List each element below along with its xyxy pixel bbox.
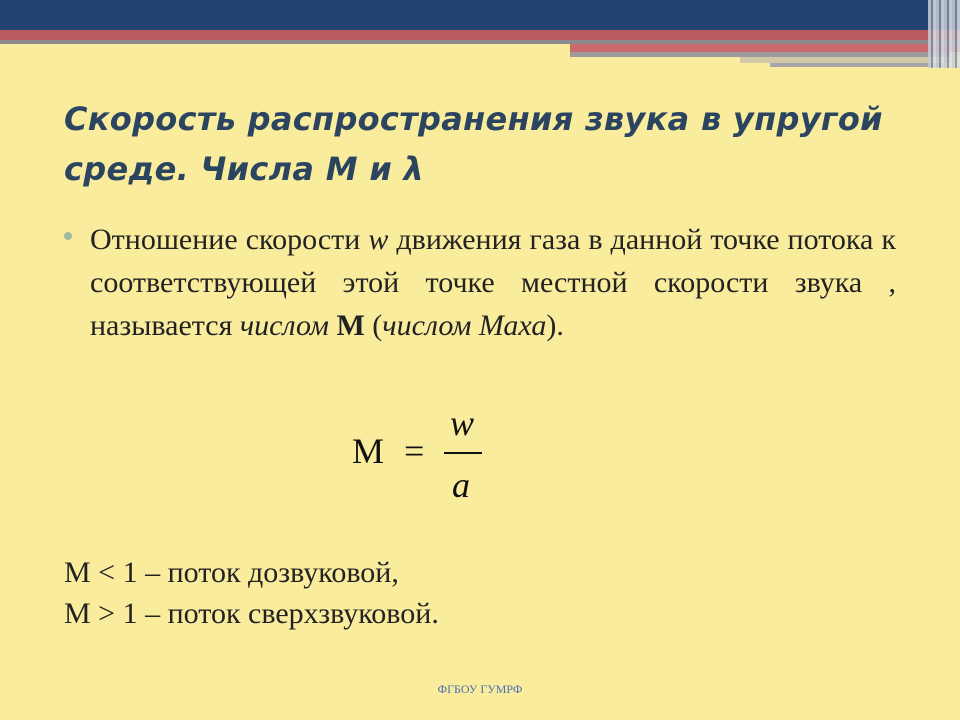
footer-label: ФГБОУ ГУМРФ [437, 682, 523, 696]
bullet-item [64, 218, 896, 347]
term-italic-mach: числом Маха [382, 309, 547, 342]
bullet-text [90, 218, 896, 347]
bullet-text-part2: движения газа в данной точке потока к соответствующей этой точке местной скорости звука , называется [90, 223, 896, 342]
formula-fraction-bar [444, 452, 482, 454]
term-italic-number: числом [239, 309, 337, 342]
bullet-text-part1: Отношение скорости [90, 223, 369, 256]
condition-subsonic: М < 1 – поток дозвуковой, [64, 556, 399, 589]
bullet-dot-icon [64, 232, 72, 240]
bullet-text-part3: ( [364, 309, 383, 342]
mach-formula [352, 402, 502, 512]
variable-w: w [368, 223, 389, 256]
term-bold-m: М [336, 309, 365, 342]
formula-numerator: w [450, 403, 475, 443]
formula-denominator: a [452, 465, 470, 505]
condition-supersonic: М > 1 – поток сверхзвуковой. [64, 597, 439, 630]
header-band-step-gray-short [770, 63, 945, 67]
bullet-text-part4: ). [546, 309, 564, 342]
slide-title: Скорость распространения звука в упругой среде. Числа М и λ [64, 100, 883, 188]
formula-lhs: M [352, 431, 385, 471]
header-band-navy [0, 0, 960, 30]
header-corner-stripes [928, 0, 960, 68]
formula-equals: = [404, 431, 425, 471]
header-band-step-red [570, 44, 960, 52]
